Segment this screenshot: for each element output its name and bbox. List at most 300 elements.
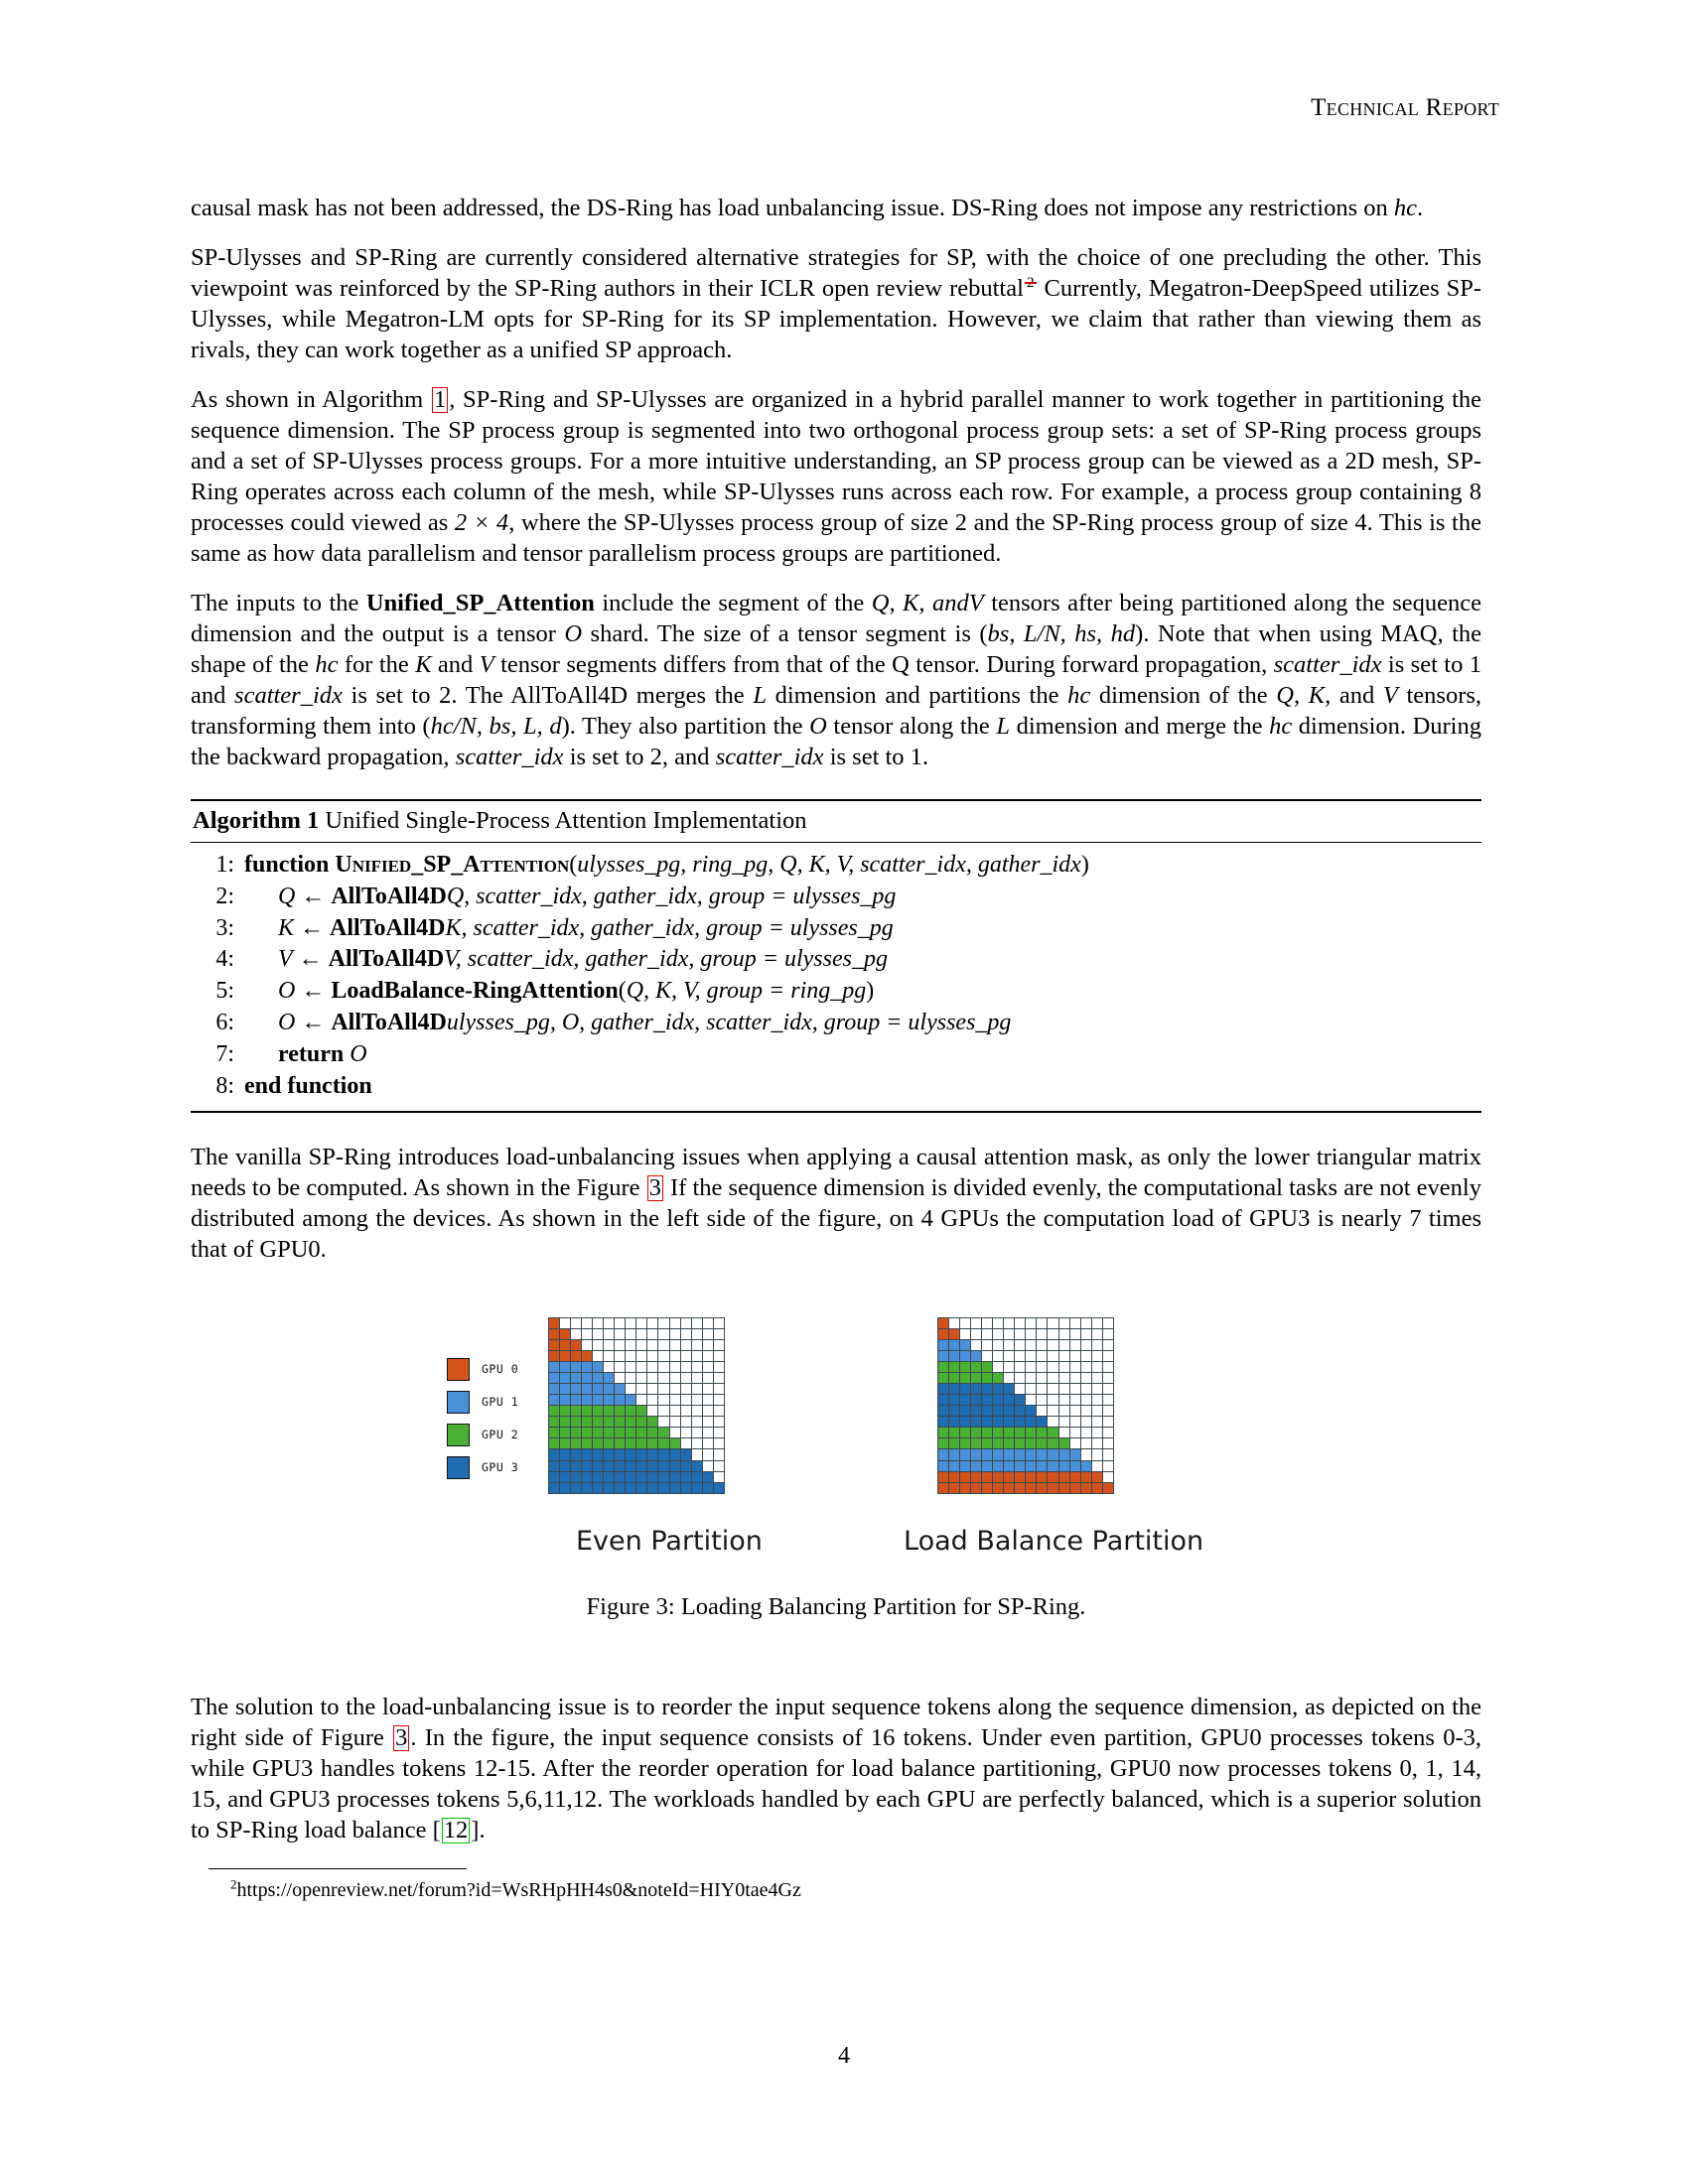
even-partition-cell xyxy=(703,1351,714,1362)
load-balance-cell xyxy=(1026,1428,1037,1438)
load-balance-cell xyxy=(1015,1483,1026,1494)
even-partition-cell xyxy=(582,1362,593,1373)
even-partition-cell xyxy=(703,1417,714,1428)
p4-text-18: dimension and merge the xyxy=(1010,712,1270,740)
load-balance-cell xyxy=(1070,1362,1081,1373)
even-partition-cell xyxy=(593,1318,604,1329)
load-balance-cell xyxy=(982,1438,993,1449)
load-balance-cell xyxy=(1092,1449,1103,1460)
legend-label: GPU 0 xyxy=(482,1362,519,1377)
even-partition-cell xyxy=(636,1428,647,1438)
p4-math-scatter-1: scatter_idx xyxy=(1273,650,1382,678)
load-balance-cell xyxy=(1004,1483,1015,1494)
even-partition-cell xyxy=(692,1428,703,1438)
load-balance-cell xyxy=(1037,1472,1048,1483)
figure-ref-link-2[interactable]: 3 xyxy=(395,1723,408,1751)
load-balance-cell xyxy=(1092,1340,1103,1351)
load-balance-cell xyxy=(938,1329,949,1340)
algorithm-line xyxy=(191,1008,1481,1039)
load-balance-cell xyxy=(1092,1461,1103,1472)
even-partition-cell xyxy=(681,1329,692,1340)
footnote-separator xyxy=(209,1868,467,1869)
even-partition-cell xyxy=(549,1472,560,1483)
even-partition-cell xyxy=(604,1329,615,1340)
load-balance-cell xyxy=(1004,1384,1015,1395)
even-partition-cell xyxy=(692,1483,703,1494)
p6-citation-bracket-open: [ xyxy=(432,1816,441,1843)
load-balance-cell xyxy=(982,1351,993,1362)
even-partition-cell xyxy=(604,1428,615,1438)
load-balance-cell xyxy=(1081,1384,1092,1395)
load-balance-cell xyxy=(1103,1340,1114,1351)
load-balance-cell xyxy=(1081,1483,1092,1494)
load-balance-cell xyxy=(1059,1428,1070,1438)
even-partition-cell xyxy=(692,1461,703,1472)
load-balance-cell xyxy=(993,1395,1004,1406)
algorithm-title-row xyxy=(191,801,1481,842)
load-balance-cell xyxy=(993,1318,1004,1329)
load-balance-cell xyxy=(971,1395,982,1406)
even-partition-cell xyxy=(681,1483,692,1494)
algorithm-token: V, scatter_idx, gather_idx, group = ulysses_pg xyxy=(444,946,888,973)
load-balance-cell xyxy=(1059,1362,1070,1373)
page-number: 4 xyxy=(838,2043,850,2069)
paragraph-4 xyxy=(191,589,1481,773)
even-partition-cell xyxy=(714,1395,725,1406)
load-balance-cell xyxy=(949,1449,960,1460)
even-partition-cell xyxy=(647,1373,658,1384)
load-balance-cell xyxy=(993,1406,1004,1417)
paragraph-5 xyxy=(191,1143,1481,1266)
algorithm-line xyxy=(191,944,1481,976)
even-partition-cell xyxy=(593,1438,604,1449)
load-balance-cell xyxy=(949,1438,960,1449)
even-partition-cell xyxy=(703,1461,714,1472)
p4-text-5: ). Note that when using MAQ, the shape of the xyxy=(191,619,1481,678)
even-partition-cell xyxy=(670,1483,681,1494)
even-partition-cell xyxy=(703,1384,714,1395)
load-balance-cell xyxy=(1070,1438,1081,1449)
load-balance-cell xyxy=(1092,1438,1103,1449)
even-partition-cell xyxy=(658,1362,669,1373)
load-balance-cell xyxy=(960,1406,971,1417)
p4-text-14: , and xyxy=(1325,681,1383,709)
p4-text-19: dimension. During the backward propagation, xyxy=(191,712,1481,770)
legend-item-gpu-0 xyxy=(447,1353,518,1386)
even-partition-cell xyxy=(647,1384,658,1395)
load-balance-cell xyxy=(1048,1362,1058,1373)
even-partition-cell xyxy=(560,1461,571,1472)
p4-text-17: tensor along the xyxy=(826,712,997,740)
load-balance-cell xyxy=(1037,1417,1048,1428)
load-balance-cell xyxy=(938,1373,949,1384)
even-partition-cell xyxy=(636,1384,647,1395)
load-balance-cell xyxy=(982,1395,993,1406)
even-partition-cell xyxy=(604,1351,615,1362)
load-balance-cell xyxy=(971,1417,982,1428)
even-partition-cell xyxy=(582,1438,593,1449)
p1-text-2: . xyxy=(1416,195,1424,221)
load-balance-cell xyxy=(960,1362,971,1373)
algorithm-line-number: 8: xyxy=(215,1073,234,1100)
load-balance-cell xyxy=(1103,1438,1114,1449)
even-partition-cell xyxy=(582,1461,593,1472)
even-partition-cell xyxy=(681,1406,692,1417)
even-partition-subtitle: Even Partition xyxy=(576,1525,763,1557)
load-balance-cell xyxy=(1026,1384,1037,1395)
even-partition-cell xyxy=(714,1417,725,1428)
p4-math-v-2: V xyxy=(1382,681,1398,709)
even-partition-cell xyxy=(604,1449,615,1460)
even-partition-cell xyxy=(703,1340,714,1351)
p1-text-1: causal mask has not been addressed, the DS-Ring has load unbalancing issue. DS-Ring does not impose any restrictions on xyxy=(191,195,1394,221)
even-partition-cell xyxy=(692,1351,703,1362)
even-partition-cell xyxy=(615,1438,626,1449)
even-partition-cell xyxy=(571,1417,582,1428)
even-partition-cell xyxy=(670,1461,681,1472)
even-partition-cell xyxy=(681,1472,692,1483)
p4-text-6: for the xyxy=(338,650,416,678)
load-balance-cell xyxy=(982,1340,993,1351)
load-balance-cell xyxy=(1015,1329,1026,1340)
even-partition-cell xyxy=(604,1384,615,1395)
even-partition-cell xyxy=(615,1461,626,1472)
load-balance-cell xyxy=(1059,1406,1070,1417)
load-balance-cell xyxy=(960,1417,971,1428)
load-balance-cell xyxy=(1015,1384,1026,1395)
even-partition-cell xyxy=(615,1472,626,1483)
load-balance-cell xyxy=(1026,1438,1037,1449)
even-partition-cell xyxy=(571,1406,582,1417)
load-balance-cell xyxy=(1081,1428,1092,1438)
footnote-url[interactable]: https://openreview.net/forum?id=WsRHpHH4s0&noteId=HIY0tae4Gz xyxy=(236,1878,801,1901)
footnote-entry xyxy=(191,1877,1481,1903)
p6-citation-bracket-close: ] xyxy=(471,1816,480,1843)
even-partition-cell xyxy=(571,1472,582,1483)
p4-math-v-1: V xyxy=(479,650,494,678)
load-balance-cell xyxy=(960,1329,971,1340)
load-balance-cell xyxy=(1037,1329,1048,1340)
page-content xyxy=(191,194,1481,1903)
load-balance-cell xyxy=(1004,1428,1015,1438)
load-balance-cell xyxy=(938,1472,949,1483)
even-partition-cell xyxy=(604,1417,615,1428)
algorithm-title: Unified Single-Process Attention Implementation xyxy=(325,806,807,834)
load-balance-cell xyxy=(1004,1472,1015,1483)
load-balance-cell xyxy=(949,1483,960,1494)
algorithm-token: end function xyxy=(244,1073,372,1100)
even-partition-cell xyxy=(593,1351,604,1362)
load-balance-cell xyxy=(938,1417,949,1428)
load-balance-cell xyxy=(1037,1351,1048,1362)
load-balance-cell xyxy=(1059,1395,1070,1406)
load-balance-cell xyxy=(1037,1428,1048,1438)
p4-math-o: O xyxy=(564,619,583,647)
even-partition-cell xyxy=(670,1438,681,1449)
load-balance-cell xyxy=(949,1351,960,1362)
algorithm-token: O xyxy=(278,1010,296,1036)
even-partition-cell xyxy=(703,1406,714,1417)
algorithm-label: Algorithm 1 xyxy=(193,806,320,834)
legend-color-swatch xyxy=(447,1358,470,1381)
load-balance-cell xyxy=(982,1449,993,1460)
even-partition-cell xyxy=(692,1449,703,1460)
load-balance-cell xyxy=(938,1340,949,1351)
even-partition-cell xyxy=(681,1428,692,1438)
load-balance-cell xyxy=(1092,1395,1103,1406)
load-balance-cell xyxy=(1103,1351,1114,1362)
even-partition-cell xyxy=(582,1329,593,1340)
even-partition-cell xyxy=(604,1483,615,1494)
load-balance-cell xyxy=(1048,1395,1058,1406)
algorithm-token: ) xyxy=(866,978,875,1005)
even-partition-cell xyxy=(670,1395,681,1406)
load-balance-cell xyxy=(1070,1318,1081,1329)
load-balance-cell xyxy=(938,1483,949,1494)
even-partition-cell xyxy=(593,1406,604,1417)
even-partition-cell xyxy=(593,1329,604,1340)
p4-math-hc-3: hc xyxy=(1269,712,1293,740)
even-partition-cell xyxy=(703,1373,714,1384)
even-partition-cell xyxy=(560,1395,571,1406)
even-partition-grid xyxy=(548,1317,725,1494)
p4-text-10: is set to 2. The AllToAll4D merges the xyxy=(342,681,754,709)
load-balance-cell xyxy=(949,1318,960,1329)
even-partition-cell xyxy=(714,1351,725,1362)
load-balance-cell xyxy=(1004,1438,1015,1449)
even-partition-cell xyxy=(681,1461,692,1472)
even-partition-cell xyxy=(582,1428,593,1438)
even-partition-cell xyxy=(626,1438,636,1449)
load-balance-cell xyxy=(1037,1395,1048,1406)
load-balance-cell xyxy=(1059,1373,1070,1384)
algorithm-token: ( xyxy=(569,851,578,878)
citation-ref-12[interactable]: 12 xyxy=(443,1816,469,1843)
p4-text-1: The inputs to the xyxy=(191,589,366,616)
algorithm-line-number: 3: xyxy=(215,914,234,941)
load-balance-cell xyxy=(1026,1461,1037,1472)
load-balance-cell xyxy=(1081,1351,1092,1362)
even-partition-cell xyxy=(593,1428,604,1438)
legend-color-swatch xyxy=(447,1424,470,1446)
load-balance-cell xyxy=(982,1329,993,1340)
load-balance-cell xyxy=(1004,1351,1015,1362)
running-head: Technical Report xyxy=(1311,94,1499,121)
even-partition-cell xyxy=(681,1362,692,1373)
load-balance-cell xyxy=(1103,1373,1114,1384)
even-partition-cell xyxy=(692,1384,703,1395)
algorithm-ref-link[interactable]: 1 xyxy=(433,385,447,413)
load-balance-grid-wrap xyxy=(937,1317,1114,1494)
load-balance-cell xyxy=(938,1461,949,1472)
load-balance-cell xyxy=(993,1384,1004,1395)
even-partition-cell xyxy=(626,1351,636,1362)
even-partition-cell xyxy=(615,1384,626,1395)
load-balance-cell xyxy=(938,1318,949,1329)
figure-ref-link-1[interactable]: 3 xyxy=(648,1173,661,1201)
even-partition-cell xyxy=(692,1406,703,1417)
algorithm-line-number: 1: xyxy=(215,851,234,878)
algorithm-line xyxy=(191,913,1481,945)
even-partition-cell xyxy=(626,1384,636,1395)
p4-math-scatter-2: scatter_idx xyxy=(234,681,343,709)
even-partition-cell xyxy=(582,1384,593,1395)
load-balance-cell xyxy=(1103,1384,1114,1395)
even-partition-cell xyxy=(670,1362,681,1373)
load-balance-cell xyxy=(1059,1461,1070,1472)
even-partition-cell xyxy=(615,1318,626,1329)
load-balance-cell xyxy=(1048,1373,1058,1384)
load-balance-cell xyxy=(1037,1340,1048,1351)
even-partition-cell xyxy=(681,1318,692,1329)
algorithm-token: ← xyxy=(295,883,332,909)
even-partition-cell xyxy=(670,1428,681,1438)
load-balance-cell xyxy=(1070,1449,1081,1460)
load-balance-cell xyxy=(1092,1384,1103,1395)
load-balance-cell xyxy=(1048,1318,1058,1329)
legend-color-swatch xyxy=(447,1456,470,1479)
even-partition-cell xyxy=(615,1329,626,1340)
even-partition-cell xyxy=(658,1428,669,1438)
load-balance-cell xyxy=(1037,1483,1048,1494)
load-balance-cell xyxy=(960,1449,971,1460)
even-partition-cell xyxy=(549,1417,560,1428)
even-partition-cell xyxy=(658,1351,669,1362)
p6-text-1: The solution to the load-unbalancing issue is to reorder the input sequence tokens along the sequence dimension, as depicted on the right side of Figure xyxy=(191,1693,1481,1751)
load-balance-cell xyxy=(1004,1318,1015,1329)
algorithm-token: Q, scatter_idx, gather_idx, group = ulysses_pg xyxy=(446,883,897,909)
even-partition-cell xyxy=(681,1351,692,1362)
even-partition-cell xyxy=(647,1461,658,1472)
even-partition-cell xyxy=(549,1373,560,1384)
load-balance-cell xyxy=(1026,1362,1037,1373)
even-partition-cell xyxy=(626,1395,636,1406)
even-partition-cell xyxy=(571,1351,582,1362)
load-balance-cell xyxy=(971,1461,982,1472)
even-partition-cell xyxy=(571,1461,582,1472)
even-partition-cell xyxy=(658,1449,669,1460)
load-balance-partition-grid xyxy=(937,1317,1114,1494)
load-balance-cell xyxy=(1070,1472,1081,1483)
p4-math-shape-2: hc/N, bs, L, d xyxy=(430,712,562,740)
load-balance-cell xyxy=(1026,1318,1037,1329)
even-partition-cell xyxy=(714,1384,725,1395)
even-partition-cell xyxy=(615,1351,626,1362)
even-partition-cell xyxy=(636,1417,647,1428)
algorithm-token: return xyxy=(278,1041,351,1068)
load-balance-cell xyxy=(1048,1406,1058,1417)
load-balance-cell xyxy=(993,1417,1004,1428)
load-balance-cell xyxy=(1026,1449,1037,1460)
even-partition-cell xyxy=(670,1449,681,1460)
figure-caption: Figure 3: Loading Balancing Partition for SP-Ring. xyxy=(586,1592,1086,1620)
even-partition-cell xyxy=(560,1417,571,1428)
algorithm-bottom-rule xyxy=(191,1111,1481,1113)
load-balance-cell xyxy=(1037,1384,1048,1395)
load-balance-cell xyxy=(949,1461,960,1472)
even-partition-cell xyxy=(582,1318,593,1329)
even-partition-cell xyxy=(571,1329,582,1340)
footnote-ref-2[interactable]: 2 xyxy=(1026,273,1035,291)
even-partition-cell xyxy=(714,1428,725,1438)
load-balance-cell xyxy=(1026,1406,1037,1417)
algorithm-line-number: 4: xyxy=(215,946,234,973)
even-partition-cell xyxy=(571,1438,582,1449)
load-balance-cell xyxy=(1070,1406,1081,1417)
load-balance-cell xyxy=(949,1395,960,1406)
algorithm-line xyxy=(191,1071,1481,1103)
algorithm-line xyxy=(191,976,1481,1008)
load-balance-cell xyxy=(949,1406,960,1417)
p4-text-21: is set to 1. xyxy=(823,743,929,770)
p4-math-qkv: Q, K, andV xyxy=(871,589,984,616)
even-partition-cell xyxy=(636,1472,647,1483)
even-partition-cell xyxy=(647,1406,658,1417)
even-partition-cell xyxy=(703,1438,714,1449)
even-partition-cell xyxy=(714,1373,725,1384)
p4-math-o-2: O xyxy=(809,712,827,740)
paragraph-6 xyxy=(191,1693,1481,1846)
even-partition-cell xyxy=(658,1373,669,1384)
even-partition-cell xyxy=(549,1318,560,1329)
even-partition-cell xyxy=(681,1449,692,1460)
load-balance-cell xyxy=(960,1340,971,1351)
load-balance-cell xyxy=(1037,1461,1048,1472)
even-partition-cell xyxy=(615,1395,626,1406)
even-partition-cell xyxy=(593,1362,604,1373)
load-balance-cell xyxy=(1026,1472,1037,1483)
even-partition-cell xyxy=(604,1472,615,1483)
load-balance-cell xyxy=(1070,1351,1081,1362)
load-balance-cell xyxy=(1092,1483,1103,1494)
even-partition-cell xyxy=(593,1340,604,1351)
load-balance-cell xyxy=(1070,1483,1081,1494)
even-partition-cell xyxy=(626,1483,636,1494)
load-balance-cell xyxy=(1103,1449,1114,1460)
even-partition-cell xyxy=(549,1483,560,1494)
even-partition-cell xyxy=(604,1373,615,1384)
even-partition-cell xyxy=(692,1395,703,1406)
even-partition-cell xyxy=(692,1362,703,1373)
p2-text-1: SP-Ulysses and SP-Ring are currently considered alternative strategies for SP, with the choice of one precluding the other. This viewpoint was reinforced by the SP-Ring authors in their ICLR open review rebuttal xyxy=(191,243,1481,302)
even-partition-cell xyxy=(636,1340,647,1351)
legend-label: GPU 2 xyxy=(482,1428,519,1442)
even-partition-cell xyxy=(549,1362,560,1373)
even-partition-cell xyxy=(560,1340,571,1351)
load-balance-cell xyxy=(1026,1340,1037,1351)
load-balance-cell xyxy=(938,1351,949,1362)
even-partition-cell xyxy=(626,1318,636,1329)
load-balance-cell xyxy=(1015,1461,1026,1472)
p4-text-20: is set to 2, and xyxy=(563,743,716,770)
even-partition-cell xyxy=(560,1362,571,1373)
even-partition-cell xyxy=(681,1395,692,1406)
legend-item-gpu-3 xyxy=(447,1451,518,1484)
p4-text-8: tensor segments differs from that of the Q tensor. During forward propagation, xyxy=(493,650,1274,678)
p4-math-shape: bs, L/N, hs, hd xyxy=(987,619,1136,647)
p4-text-12: dimension of the xyxy=(1090,681,1277,709)
even-partition-cell xyxy=(647,1449,658,1460)
even-partition-cell xyxy=(582,1395,593,1406)
even-partition-cell xyxy=(582,1373,593,1384)
load-balance-cell xyxy=(1004,1395,1015,1406)
load-balance-cell xyxy=(960,1483,971,1494)
load-balance-cell xyxy=(982,1373,993,1384)
algorithm-line-number: 7: xyxy=(215,1041,234,1068)
p4-math-l-1: L xyxy=(753,681,767,709)
even-partition-cell xyxy=(593,1384,604,1395)
even-partition-cell xyxy=(703,1362,714,1373)
